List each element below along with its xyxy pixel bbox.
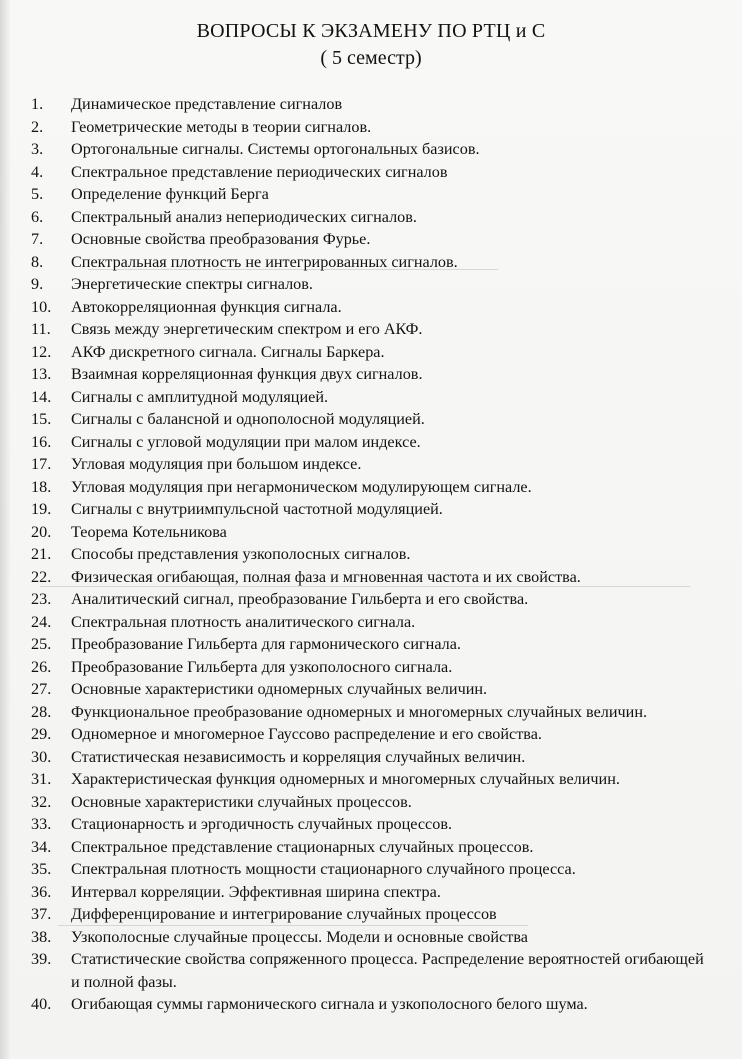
question-item <box>31 768 721 791</box>
question-number: 7. <box>31 230 44 248</box>
question-text: Функциональное преобразование одномерных и многомерных случайных величин. <box>71 702 648 721</box>
question-item <box>31 993 721 1016</box>
question-text: Характеристическая функция одномерных и многомерных случайных величин. <box>71 770 620 788</box>
question-item <box>31 926 721 949</box>
question-number: 14. <box>31 387 52 406</box>
question-number: 37. <box>31 905 52 923</box>
question-text: Огибающая суммы гармонического сигнала и узкополосного белого шума. <box>71 995 588 1013</box>
question-item <box>31 656 721 679</box>
question-text: Сигналы с внутриимпульсной частотной модуляцией. <box>71 500 443 518</box>
paper-scuff <box>40 586 690 587</box>
questions-list <box>31 93 721 1016</box>
question-number: 30. <box>31 747 52 766</box>
question-text: Одномерное и многомерное Гауссово распределение и его свойства. <box>71 725 542 743</box>
question-text: Сигналы с угловой модуляции при малом индексе. <box>71 432 421 451</box>
question-item <box>31 138 721 161</box>
question-item <box>31 363 721 386</box>
question-text: Определение функций Берга <box>71 185 269 203</box>
question-number: 1. <box>31 95 44 113</box>
question-number: 9. <box>31 275 44 293</box>
question-item <box>31 93 721 116</box>
question-item <box>31 228 721 251</box>
question-number: 23. <box>31 590 52 608</box>
question-text: Спектральная плотность аналитического сигнала. <box>71 612 416 631</box>
paper-scuff <box>88 269 498 270</box>
question-text: Сигналы с балансной и однополосной модуляцией. <box>71 410 425 428</box>
question-item <box>31 903 721 926</box>
scan-edge <box>0 0 10 1059</box>
question-text: Аналитический сигнал, преобразование Гильберта и его свойства. <box>71 590 529 608</box>
question-text: Автокорреляционная функция сигнала. <box>71 297 342 316</box>
question-text: Основные свойства преобразования Фурье. <box>71 230 371 248</box>
question-number: 34. <box>31 837 52 856</box>
question-text: Спектральное представление периодических сигналов <box>71 162 448 181</box>
question-number: 38. <box>31 927 52 946</box>
question-text: Энергетические спектры сигналов. <box>71 275 313 293</box>
question-number: 21. <box>31 545 52 563</box>
question-text: Связь между энергетическим спектром и его АКФ. <box>71 320 423 338</box>
question-item <box>31 881 721 904</box>
question-text: АКФ дискретного сигнала. Сигналы Баркера. <box>71 342 385 361</box>
question-number: 20. <box>31 522 52 541</box>
question-item <box>31 678 721 701</box>
question-text: Взаимная корреляционная функция двух сигналов. <box>71 365 423 383</box>
question-number: 3. <box>31 140 44 158</box>
question-number: 28. <box>31 702 52 721</box>
question-text: Динамическое представление сигналов <box>71 95 343 113</box>
question-text: Основные характеристики случайных процессов. <box>71 792 412 811</box>
question-item <box>31 588 721 611</box>
question-item <box>31 611 721 634</box>
question-number: 8. <box>31 252 44 271</box>
question-item <box>31 791 721 814</box>
question-number: 33. <box>31 815 52 833</box>
question-number: 5. <box>31 185 44 203</box>
question-item <box>31 836 721 859</box>
question-item <box>31 521 721 544</box>
question-text: Дифференцирование и интегрирование случайных процессов <box>71 905 497 923</box>
question-item <box>31 476 721 499</box>
question-number: 18. <box>31 477 52 496</box>
question-number: 16. <box>31 432 52 451</box>
question-number: 10. <box>31 297 52 316</box>
question-item <box>31 341 721 364</box>
question-item <box>31 386 721 409</box>
question-text: Узкополосные случайные процессы. Модели и основные свойства <box>71 927 528 946</box>
question-text: Теорема Котельникова <box>71 522 227 541</box>
question-item <box>31 116 721 139</box>
question-text: Сигналы с амплитудной модуляцией. <box>71 387 329 406</box>
question-text: Спектральный анализ непериодических сигналов. <box>71 207 417 226</box>
question-text: Угловая модуляция при большом индексе. <box>71 455 362 473</box>
question-item <box>31 498 721 521</box>
question-item <box>31 543 721 566</box>
question-item <box>31 318 721 341</box>
question-item <box>31 206 721 229</box>
question-item <box>31 183 721 206</box>
question-item <box>31 161 721 184</box>
question-number: 6. <box>31 207 44 226</box>
question-item <box>31 948 721 993</box>
question-number: 26. <box>31 657 52 676</box>
page-title: ВОПРОСЫ К ЭКЗАМЕНУ ПО РТЦ и С <box>196 20 546 42</box>
question-text: Основные характеристики одномерных случайных величин. <box>71 680 488 698</box>
question-number: 29. <box>31 725 52 743</box>
question-number: 27. <box>31 680 52 698</box>
question-number: 31. <box>31 770 52 788</box>
question-text: Геометрические методы в теории сигналов. <box>71 117 372 136</box>
question-text: Спектральное представление стационарных случайных процессов. <box>71 837 534 856</box>
question-number: 22. <box>31 567 52 586</box>
question-item <box>31 746 721 769</box>
question-text: Интервал корреляции. Эффективная ширина спектра. <box>71 882 441 901</box>
question-number: 39. <box>31 950 52 968</box>
question-number: 11. <box>31 320 51 338</box>
question-number: 36. <box>31 882 52 901</box>
question-number: 12. <box>31 342 52 361</box>
question-text: Угловая модуляция при негармоническом модулирующем сигнале. <box>71 477 532 496</box>
question-number: 40. <box>31 995 52 1013</box>
question-item <box>31 813 721 836</box>
question-number: 25. <box>31 635 52 653</box>
question-text: Статистические свойства сопряженного процесса. Распределение вероятностей огибающей и полной фазы. <box>71 950 704 991</box>
question-item <box>31 296 721 319</box>
question-text: Стационарность и эргодичность случайных процессов. <box>71 815 453 833</box>
question-item <box>31 431 721 454</box>
question-text: Преобразование Гильберта для гармонического сигнала. <box>71 635 461 653</box>
question-text: Преобразование Гильберта для узкополосного сигнала. <box>71 657 453 676</box>
question-text: Ортогональные сигналы. Системы ортогональных базисов. <box>71 140 480 158</box>
question-number: 17. <box>31 455 52 473</box>
question-text: Спектральная плотность мощности стационарного случайного процесса. <box>71 860 576 878</box>
question-text: Статистическая независимость и корреляция случайных величин. <box>71 747 526 766</box>
question-item <box>31 408 721 431</box>
question-item <box>31 273 721 296</box>
question-number: 19. <box>31 500 52 518</box>
question-item <box>31 566 721 589</box>
paper-scuff <box>58 925 528 926</box>
question-item <box>31 858 721 881</box>
question-item <box>31 701 721 724</box>
question-number: 13. <box>31 365 52 383</box>
question-text: Способы представления узкополосных сигналов. <box>71 545 411 563</box>
question-text: Спектральная плотность не интегрированных сигналов. <box>71 252 458 271</box>
question-item <box>31 723 721 746</box>
question-number: 32. <box>31 792 52 811</box>
question-text: Физическая огибающая, полная фаза и мгновенная частота и их свойства. <box>71 567 581 586</box>
question-number: 15. <box>31 410 52 428</box>
question-item <box>31 633 721 656</box>
question-number: 24. <box>31 612 52 631</box>
question-number: 35. <box>31 860 52 878</box>
question-number: 2. <box>31 117 44 136</box>
question-number: 4. <box>31 162 44 181</box>
question-item <box>31 453 721 476</box>
page-subtitle: ( 5 семестр) <box>320 47 422 69</box>
